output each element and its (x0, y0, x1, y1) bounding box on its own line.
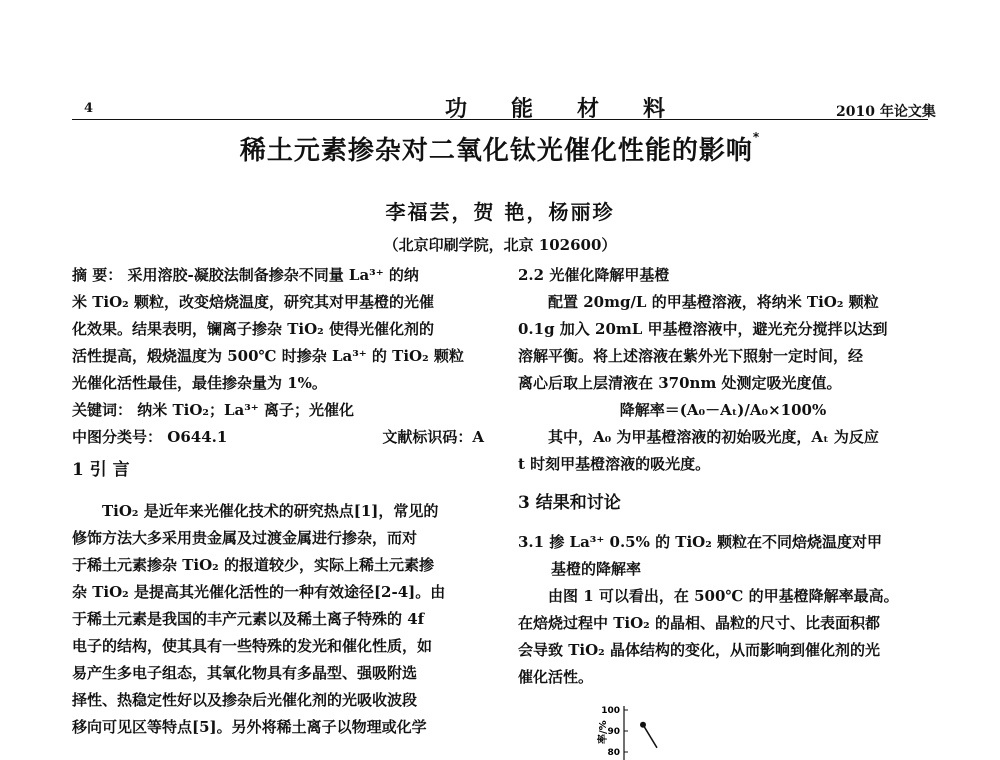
body-line: t 时刻甲基橙溶液的吸光度。 (518, 455, 711, 473)
body-line: 在焙烧过程中 TiO₂ 的晶相、晶粒的尺寸、比表面积都 (518, 614, 880, 632)
body-line: 移向可见区等特点[5]。另外将稀土离子以物理或化学 (72, 718, 427, 736)
abstract-line: 活性提高，煅烧温度为 500℃ 时掺杂 La³⁺ 的 TiO₂ 颗粒 (72, 347, 464, 365)
abstract-line: 米 TiO₂ 颗粒，改变焙烧温度，研究其对甲基橙的光催 (72, 293, 434, 311)
body-line: 溶解平衡。将上述溶液在紫外光下照射一定时间，经 (518, 347, 864, 365)
body-line: 于稀土元素掺杂 TiO₂ 的报道较少，实际上稀土元素掺 (72, 556, 434, 574)
body-line: 电子的结构，使其具有一些特殊的发光和催化性质，如 (72, 637, 433, 655)
article-title: 稀土元素掺杂对二氧化钛光催化性能的影响* (239, 130, 761, 166)
page-number: 4 (84, 101, 94, 116)
body-line: 择性、热稳定性好以及掺杂后光催化剂的光吸收波段 (72, 691, 418, 709)
author-list: 李福芸，贺 艳，杨丽珍 (385, 200, 615, 224)
body-line: 催化活性。 (518, 668, 594, 686)
left-column (72, 262, 484, 741)
formula: 降解率＝(A₀－Aₜ)/A₀×100% (619, 401, 827, 419)
title-footnote-mark: * (752, 130, 761, 144)
document-code: 文献标识码：A (382, 428, 484, 446)
body-line: 易产生多电子组态，其氧化物具有多晶型、强吸附选 (72, 664, 418, 682)
abstract-line: 化效果。结果表明，镧离子掺杂 TiO₂ 使得光催化剂的 (72, 320, 434, 338)
body-line: 离心后取上层清液在 370nm 处测定吸光度值。 (518, 374, 842, 392)
body-line: 修饰方法大多采用贵金属及过渡金属进行掺杂，而对 (72, 529, 418, 547)
affiliation: （北京印刷学院，北京 102600） (383, 236, 617, 254)
abstract-line: 光催化活性最佳，最佳掺杂量为 1%。 (72, 374, 327, 392)
subsection-3-1-heading-cont: 基橙的降解率 (551, 560, 642, 578)
body-line: TiO₂ 是近年来光催化技术的研究热点[1]，常见的 (102, 502, 439, 520)
right-column (518, 262, 928, 691)
y-tick-label: 90 (607, 727, 620, 737)
section-1-heading: 1 引 言 (72, 460, 130, 480)
header-rule (72, 119, 928, 120)
classification-row: 中图分类号： O644.1 文献标识码：A (72, 424, 484, 451)
body-line: 由图 1 可以看出，在 500℃ 的甲基橙降解率最高。 (548, 587, 899, 605)
keywords: 关键词： 纳米 TiO₂；La³⁺ 离子；光催化 (72, 401, 354, 419)
y-axis-label: 率/% (598, 720, 609, 744)
body-line: 0.1g 加入 20mL 甲基橙溶液中，避光充分搅拌以达到 (518, 320, 888, 338)
abstract-line: 摘 要： 采用溶胶-凝胶法制备掺杂不同量 La³⁺ 的纳 (72, 266, 419, 284)
year-label: 2010 年论文集 (836, 104, 936, 120)
y-tick-label: 80 (607, 748, 620, 758)
body-line: 杂 TiO₂ 是提高其光催化活性的一种有效途径[2-4]。由 (72, 583, 446, 601)
body-line: 其中，A₀ 为甲基橙溶液的初始吸光度，Aₜ 为反应 (548, 428, 879, 446)
series-line (643, 725, 657, 748)
subsection-3-1-heading: 3.1 掺 La³⁺ 0.5% 的 TiO₂ 颗粒在不同焙烧温度对甲 (518, 533, 883, 551)
body-line: 于稀土元素是我国的丰产元素以及稀土离子特殊的 4f (72, 610, 425, 628)
y-tick-label: 100 (601, 706, 620, 716)
journal-name: 功能材料 (445, 96, 710, 122)
body-line: 配置 20mg/L 的甲基橙溶液，将纳米 TiO₂ 颗粒 (548, 293, 879, 311)
body-line: 会导致 TiO₂ 晶体结构的变化，从而影响到催化剂的光 (518, 641, 880, 659)
section-3-heading: 3 结果和讨论 (518, 493, 621, 513)
figure-1-chart (600, 704, 700, 760)
section-2-2-heading: 2.2 光催化降解甲基橙 (518, 266, 670, 284)
data-point (640, 722, 646, 728)
